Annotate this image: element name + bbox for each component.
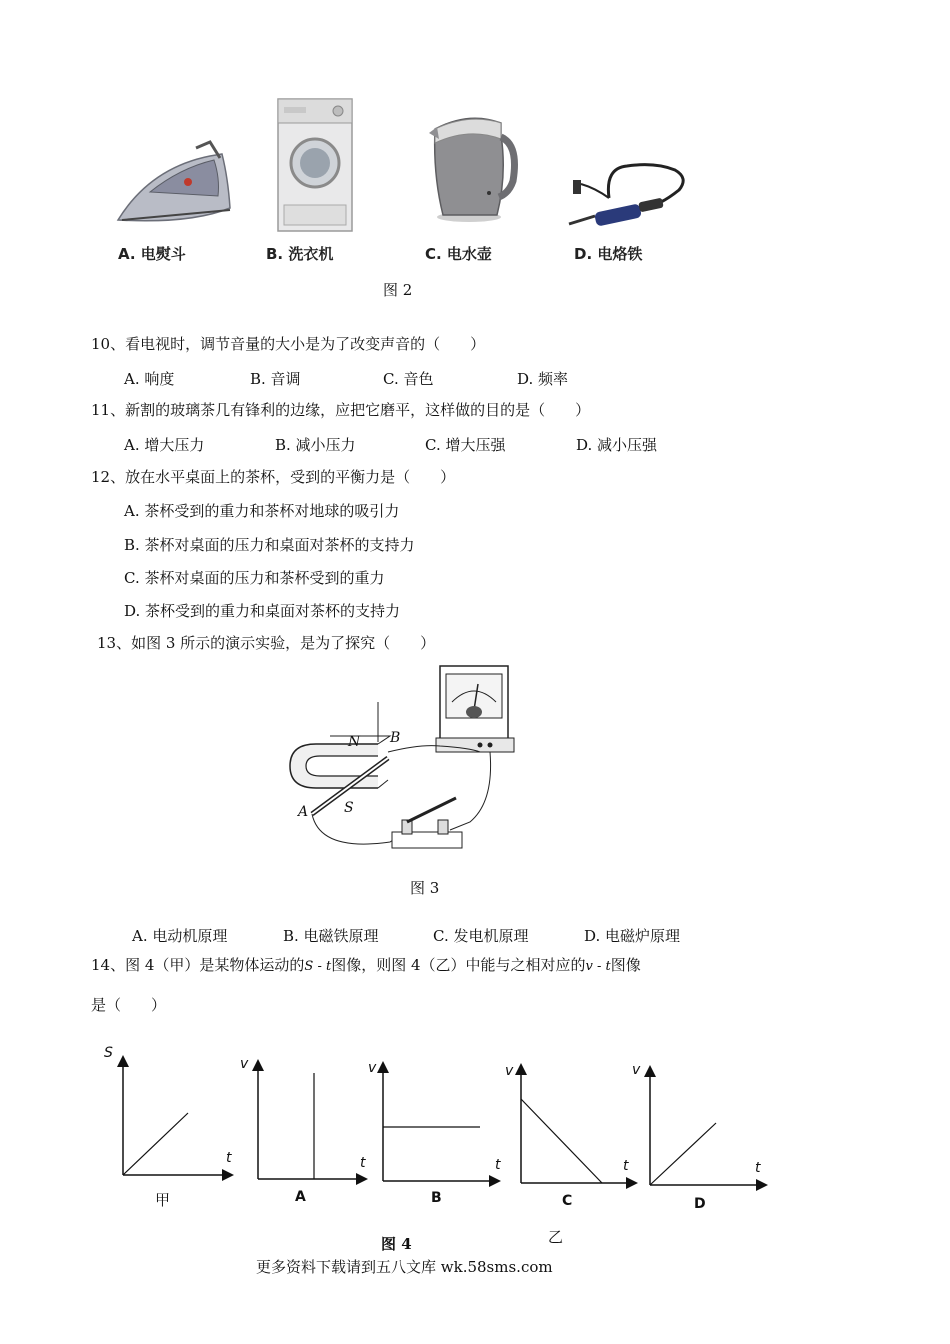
question-10-stem: 10、看电视时，调节音量的大小是为了改变声音的（ ） <box>91 335 486 353</box>
appliance-label-b: B. 洗衣机 <box>266 245 334 263</box>
question-12-stem: 12、放在水平桌面上的茶杯，受到的平衡力是（ ） <box>91 468 456 486</box>
graph-d-y-label: v <box>632 1062 641 1078</box>
figure-4-caption: 图 4 <box>381 1235 412 1253</box>
q13-option-a: A. 电动机原理 <box>132 927 228 945</box>
appliance-label-d: D. 电烙铁 <box>574 245 643 263</box>
q10-option-d: D. 频率 <box>517 370 569 388</box>
graph-c-y-label: v <box>505 1063 514 1079</box>
q11-option-a: A. 增大压力 <box>124 436 205 454</box>
graph-jia-s-t <box>123 1061 228 1175</box>
graph-b-y-label: v <box>368 1060 377 1076</box>
graph-a-label: A <box>295 1189 306 1205</box>
q13-option-b: B. 电磁铁原理 <box>283 927 379 945</box>
question-11-stem: 11、新割的玻璃茶几有锋利的边缘，应把它磨平，这样做的目的是（ ） <box>91 401 591 419</box>
graph-jia-y-label: S <box>104 1045 113 1061</box>
question-14-stem-line2: 是（ ） <box>91 996 167 1014</box>
graph-a-x-label: t <box>360 1155 366 1171</box>
figure-3-caption: 图 3 <box>410 879 440 897</box>
graph-a-v-t <box>258 1065 362 1179</box>
graph-jia-label: 甲 <box>155 1191 171 1209</box>
electric-kettle-image <box>425 105 520 223</box>
appliance-label-a: A. 电熨斗 <box>118 245 186 263</box>
q11-option-b: B. 减小压力 <box>275 436 356 454</box>
q14-stem-mid: 图像，则图 4（乙）中能与之相对应的 <box>331 956 586 974</box>
figure-4-sub-caption: 乙 <box>548 1228 564 1246</box>
q11-option-d: D. 减小压强 <box>576 436 658 454</box>
graph-a-y-label: v <box>240 1056 249 1072</box>
graph-c-v-t <box>521 1069 632 1183</box>
iron-image <box>110 138 240 233</box>
q10-option-b: B. 音调 <box>250 370 301 388</box>
q13-option-d: D. 电磁炉原理 <box>584 927 681 945</box>
question-14-stem <box>91 955 641 977</box>
fig3-label-n: N <box>348 734 361 750</box>
soldering-iron-image <box>565 158 690 230</box>
q14-vt-symbol: v - t <box>585 959 611 974</box>
washing-machine-image <box>276 97 354 233</box>
q12-option-c: C. 茶杯对桌面的压力和茶杯受到的重力 <box>124 569 385 587</box>
q13-option-c: C. 发电机原理 <box>433 927 529 945</box>
q12-option-d: D. 茶杯受到的重力和桌面对茶杯的支持力 <box>124 602 401 620</box>
q11-option-c: C. 增大压强 <box>425 436 506 454</box>
question-13-stem: 13、如图 3 所示的演示实验，是为了探究（ ） <box>97 634 436 652</box>
q14-stem-post: 图像 <box>610 956 641 974</box>
graph-d-label: D <box>694 1196 706 1212</box>
q14-st-symbol: S - t <box>304 959 332 974</box>
graph-jia-x-label: t <box>226 1150 232 1166</box>
graph-c-x-label: t <box>623 1158 629 1174</box>
figure-2-caption: 图 2 <box>383 281 413 299</box>
graph-b-label: B <box>431 1190 442 1206</box>
appliance-label-c: C. 电水壶 <box>425 245 492 263</box>
graph-c-label: C <box>562 1193 573 1209</box>
q10-option-c: C. 音色 <box>383 370 434 388</box>
graph-d-v-t <box>650 1071 762 1185</box>
fig3-label-b: B <box>390 730 401 746</box>
q14-stem-pre: 14、图 4（甲）是某物体运动的 <box>91 956 305 974</box>
graph-d-x-label: t <box>755 1160 761 1176</box>
q12-option-b: B. 茶杯对桌面的压力和桌面对茶杯的支持力 <box>124 536 415 554</box>
fig3-label-a: A <box>298 804 309 820</box>
footer-download-note: 更多资料下载请到五八文库 wk.58sms.com <box>256 1258 553 1276</box>
q12-option-a: A. 茶杯受到的重力和茶杯对地球的吸引力 <box>124 502 400 520</box>
graph-b-x-label: t <box>495 1157 501 1173</box>
graph-b-v-t <box>383 1067 495 1181</box>
q10-option-a: A. 响度 <box>124 370 175 388</box>
figure-3-experiment-diagram <box>280 662 525 867</box>
fig3-label-s: S <box>344 800 354 816</box>
